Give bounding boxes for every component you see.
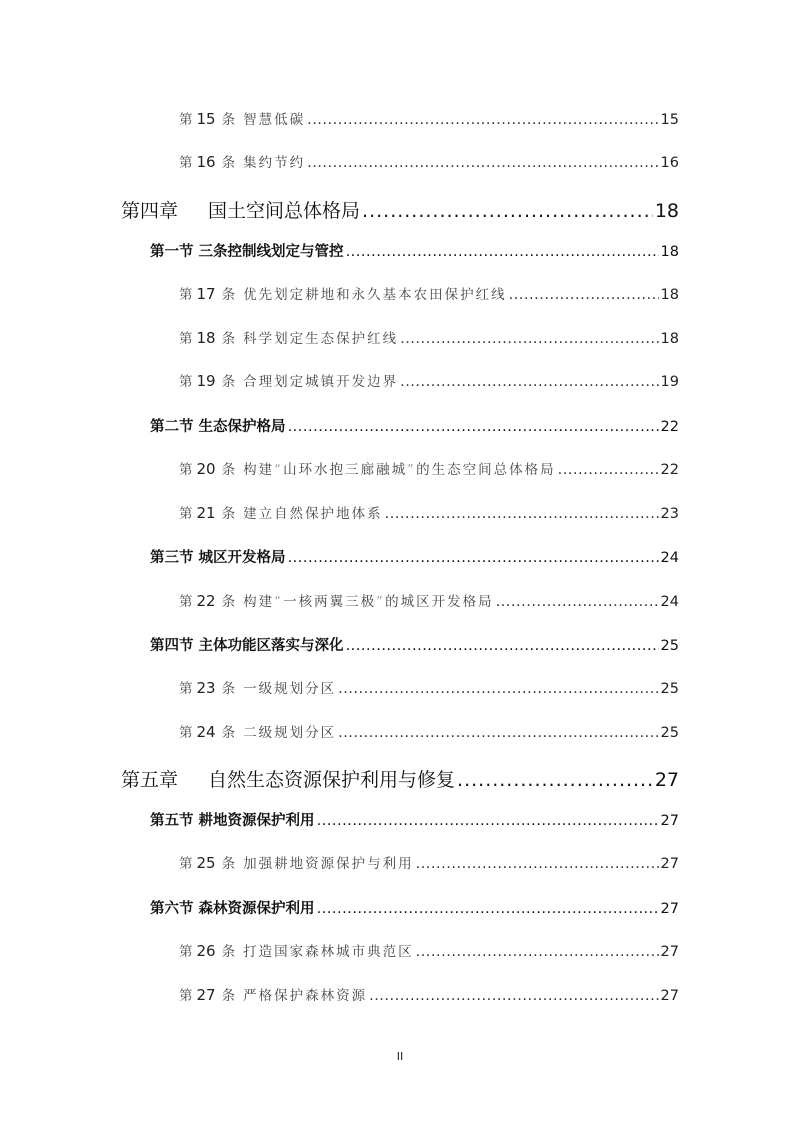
toc-article-entry[interactable]	[179, 677, 679, 697]
toc-entry-label: 第一节 三条控制线划定与管控	[150, 244, 344, 260]
toc-entry-label: 第 27 条 严格保护森林资源	[179, 986, 368, 1004]
toc-entry-label: 第 17 条 优先划定耕地和永久基本农田保护红线	[179, 285, 507, 303]
toc-article-entry[interactable]	[179, 502, 679, 522]
dot-leader	[362, 200, 653, 222]
toc-page-number: 24	[660, 550, 679, 566]
toc-page-number: 23	[660, 506, 679, 522]
toc-page-number: 27	[660, 901, 679, 917]
toc-section-entry[interactable]	[150, 415, 679, 435]
toc-article-entry[interactable]	[179, 940, 679, 960]
toc-page-number: 18	[660, 331, 679, 347]
toc-article-entry[interactable]	[179, 108, 679, 128]
dot-leader	[369, 988, 658, 1004]
toc-page-number: 24	[660, 594, 679, 610]
toc-article-entry[interactable]	[179, 327, 679, 347]
toc-page-number: 25	[660, 638, 679, 654]
dot-leader	[496, 594, 659, 610]
toc-entry-label: 第五节 耕地资源保护利用	[150, 813, 315, 829]
toc-page-number: 18	[660, 287, 679, 303]
dot-leader	[338, 681, 658, 697]
toc-chapter-entry[interactable]	[121, 196, 679, 222]
dot-leader	[400, 374, 658, 390]
dot-leader	[385, 506, 659, 522]
toc-entry-label: 第 23 条 一级规划分区	[179, 679, 337, 697]
toc-entry-label: 第 24 条 二级规划分区	[179, 723, 337, 741]
toc-article-entry[interactable]	[179, 852, 679, 872]
dot-leader	[346, 244, 659, 260]
toc-article-entry[interactable]	[179, 458, 679, 478]
dot-leader	[346, 638, 659, 654]
toc-page-number: 22	[660, 419, 679, 435]
dot-leader	[338, 725, 658, 741]
toc-section-entry[interactable]	[150, 546, 679, 566]
toc-entry-label: 第四章 国土空间总体格局	[121, 200, 361, 222]
toc-page-number: 27	[654, 769, 679, 791]
toc-page-number: 27	[660, 813, 679, 829]
toc-entry-label: 第 15 条 智慧低碳	[179, 110, 306, 128]
toc-section-entry[interactable]	[150, 809, 679, 829]
toc-chapter-entry[interactable]	[121, 765, 679, 791]
toc-entry-label: 第三节 城区开发格局	[150, 550, 286, 566]
toc-page-number: 16	[660, 155, 679, 171]
dot-leader	[509, 287, 659, 303]
toc-page-number: 18	[654, 200, 679, 222]
toc-page-number: 27	[660, 988, 679, 1004]
dot-leader	[307, 155, 658, 171]
toc-entry-label: 第二节 生态保护格局	[150, 419, 286, 435]
toc-entry-label: 第 20 条 构建“山环水抱三廊融城”的生态空间总体格局	[179, 460, 556, 478]
toc-article-entry[interactable]	[179, 590, 679, 610]
dot-leader	[317, 813, 659, 829]
dot-leader	[317, 901, 659, 917]
dot-leader	[416, 944, 659, 960]
toc-entry-label: 第 25 条 加强耕地资源保护与利用	[179, 854, 414, 872]
toc-article-entry[interactable]	[179, 984, 679, 1004]
toc-page-number: 18	[660, 244, 679, 260]
dot-leader	[558, 462, 659, 478]
toc-entry-label: 第 21 条 建立自然保护地体系	[179, 504, 383, 522]
toc-page-number: 25	[660, 725, 679, 741]
dot-leader	[416, 856, 659, 872]
toc-entry-label: 第四节 主体功能区落实与深化	[150, 638, 344, 654]
page-footer-number: II	[396, 1050, 404, 1063]
toc-entry-label: 第 16 条 集约节约	[179, 153, 306, 171]
toc-section-entry[interactable]	[150, 897, 679, 917]
toc-page-number: 25	[660, 681, 679, 697]
toc-page-number: 15	[660, 112, 679, 128]
toc-entry-label: 第 26 条 打造国家森林城市典范区	[179, 942, 414, 960]
toc-page-number: 27	[660, 856, 679, 872]
toc-page-number: 27	[660, 944, 679, 960]
dot-leader	[457, 769, 653, 791]
toc-entry-label: 第六节 森林资源保护利用	[150, 901, 315, 917]
dot-leader	[307, 112, 658, 128]
toc-section-entry[interactable]	[150, 634, 679, 654]
toc-article-entry[interactable]	[179, 151, 679, 171]
toc-entry-label: 第五章 自然生态资源保护利用与修复	[121, 769, 456, 791]
toc-article-entry[interactable]	[179, 721, 679, 741]
toc-entry-label: 第 18 条 科学划定生态保护红线	[179, 329, 399, 347]
dot-leader	[400, 331, 658, 347]
dot-leader	[288, 550, 659, 566]
toc-article-entry[interactable]	[179, 283, 679, 303]
toc-entry-label: 第 19 条 合理划定城镇开发边界	[179, 372, 399, 390]
toc-section-entry[interactable]	[150, 240, 679, 260]
toc-article-entry[interactable]	[179, 370, 679, 390]
dot-leader	[288, 419, 659, 435]
toc-page-number: 19	[660, 374, 679, 390]
toc-page-number: 22	[660, 462, 679, 478]
toc-entry-label: 第 22 条 构建“一核两翼三极”的城区开发格局	[179, 592, 494, 610]
